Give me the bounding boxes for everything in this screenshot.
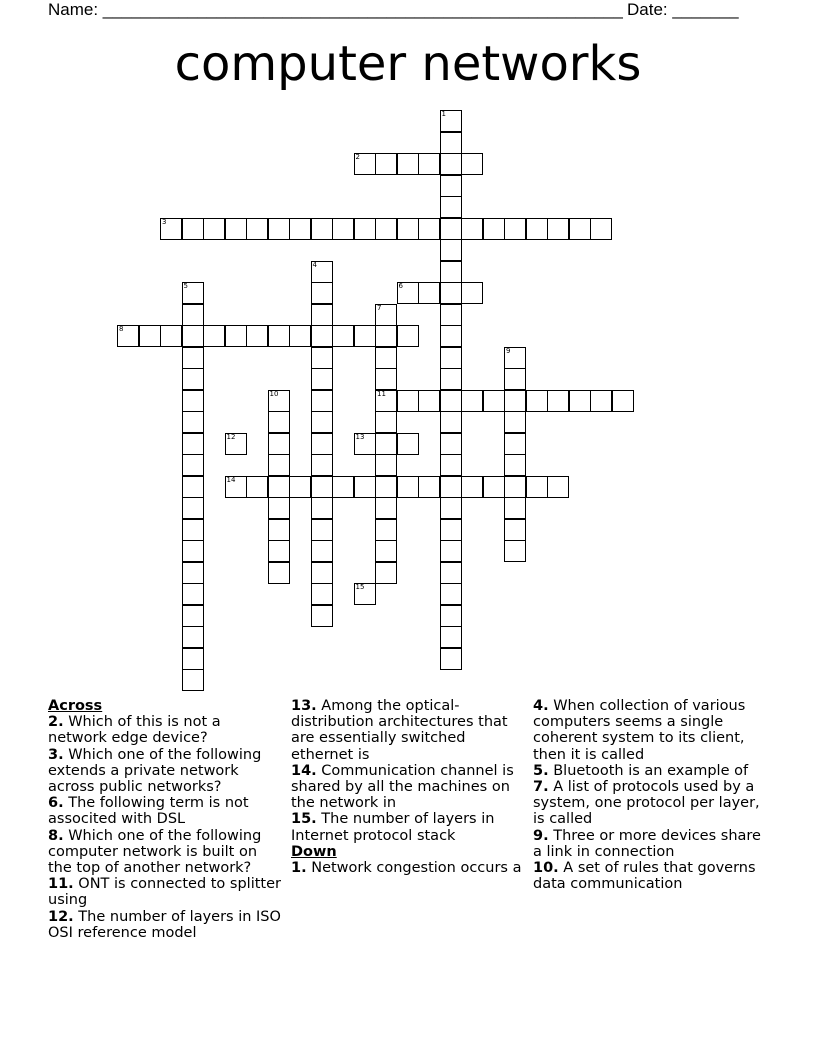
clue-number-label: 5 [183, 282, 188, 290]
grid-cell[interactable] [289, 325, 311, 347]
grid-cell[interactable] [397, 433, 419, 455]
grid-cell[interactable] [311, 282, 333, 304]
grid-cell[interactable] [504, 540, 526, 562]
grid-cell[interactable] [332, 325, 354, 347]
grid-cell[interactable] [440, 605, 462, 627]
grid-cell[interactable] [311, 325, 333, 347]
grid-cell[interactable] [332, 218, 354, 240]
clue-number-label: 12 [226, 432, 236, 441]
grid-cell[interactable] [461, 476, 483, 498]
grid-cell[interactable] [483, 218, 505, 240]
grid-cell[interactable] [268, 390, 290, 412]
grid-cell[interactable] [397, 153, 419, 175]
grid-cell[interactable] [268, 562, 290, 584]
clue-across-8: 8. Which one of the following computer network is built on the top of another network? [48, 827, 262, 877]
grid-cell[interactable] [418, 390, 440, 412]
grid-cell[interactable] [375, 304, 397, 326]
clue-number-label: 4 [312, 260, 317, 269]
grid-cell[interactable] [504, 218, 526, 240]
clue-number-label: 3 [162, 217, 167, 226]
grid-cell[interactable] [547, 218, 569, 240]
grid-cell[interactable] [354, 325, 376, 347]
grid-cell[interactable] [268, 325, 290, 347]
clues-column-2 [291, 698, 526, 876]
grid-cell[interactable] [182, 433, 204, 455]
grid-cell[interactable] [182, 218, 204, 240]
grid-cell[interactable] [375, 411, 397, 433]
grid-cell[interactable] [182, 648, 204, 670]
grid-cell[interactable] [440, 132, 462, 154]
grid-cell[interactable] [182, 411, 204, 433]
grid-cell[interactable] [311, 497, 333, 519]
grid-cell[interactable] [311, 454, 333, 476]
grid-cell[interactable] [375, 325, 397, 347]
grid-cell[interactable] [375, 497, 397, 519]
clue-down-4: 4. When collection of various computers seems a single coherent system to its client, then it is called [533, 698, 746, 763]
grid-cell[interactable] [268, 476, 290, 498]
grid-cell[interactable] [461, 282, 483, 304]
grid-cell[interactable] [182, 304, 204, 326]
grid-cell[interactable] [418, 282, 440, 304]
grid-cell[interactable] [418, 476, 440, 498]
grid-cell[interactable] [590, 390, 612, 412]
grid-cell[interactable] [440, 153, 462, 175]
grid-cell[interactable] [440, 390, 462, 412]
grid-cell[interactable] [246, 218, 268, 240]
grid-cell[interactable] [440, 110, 462, 132]
clues-column-3 [533, 698, 768, 892]
grid-cell[interactable] [375, 153, 397, 175]
clue-down-9: 9. Three or more devices share a link in connection [533, 827, 761, 860]
grid-cell[interactable] [311, 476, 333, 498]
grid-cell[interactable] [246, 325, 268, 347]
grid-cell[interactable] [397, 325, 419, 347]
grid-cell[interactable] [375, 347, 397, 369]
grid-cell[interactable] [268, 411, 290, 433]
grid-cell[interactable] [311, 218, 333, 240]
clue-number-label: 1 [441, 110, 446, 118]
down-heading: Down [291, 843, 337, 860]
grid-cell[interactable] [440, 304, 462, 326]
grid-cell[interactable] [504, 476, 526, 498]
grid-cell[interactable] [418, 218, 440, 240]
clue-number-label: 9 [506, 346, 511, 355]
grid-cell[interactable] [311, 411, 333, 433]
grid-cell[interactable] [461, 218, 483, 240]
grid-cell[interactable] [268, 433, 290, 455]
grid-cell[interactable] [440, 648, 462, 670]
grid-cell[interactable] [332, 476, 354, 498]
grid-cell[interactable] [182, 519, 204, 541]
grid-cell[interactable] [182, 368, 204, 390]
grid-cell[interactable] [182, 390, 204, 412]
grid-cell[interactable] [569, 390, 591, 412]
across-heading: Across [48, 698, 103, 714]
clue-across-3: 3. Which one of the following extends a private network across public networks? [48, 746, 262, 796]
grid-cell[interactable] [569, 218, 591, 240]
grid-cell[interactable] [182, 669, 204, 691]
grid-cell[interactable] [418, 153, 440, 175]
grid-cell[interactable] [311, 605, 333, 627]
puzzle-title: computer networks [174, 36, 642, 92]
clue-across-14: 14. Communication channel is shared by all the machines on the network in [291, 762, 514, 812]
grid-cell[interactable] [440, 175, 462, 197]
grid-cell[interactable] [289, 218, 311, 240]
grid-cell[interactable] [375, 476, 397, 498]
grid-cell[interactable] [268, 540, 290, 562]
grid-cell[interactable] [182, 605, 204, 627]
grid-cell[interactable] [268, 519, 290, 541]
grid-cell[interactable] [397, 218, 419, 240]
clue-number-label: 10 [269, 389, 279, 398]
grid-cell[interactable] [311, 583, 333, 605]
grid-cell[interactable] [225, 325, 247, 347]
grid-cell[interactable] [182, 540, 204, 562]
grid-cell[interactable] [547, 390, 569, 412]
grid-cell[interactable] [225, 433, 247, 455]
grid-cell[interactable] [547, 476, 569, 498]
grid-cell[interactable] [397, 282, 419, 304]
grid-cell[interactable] [225, 218, 247, 240]
grid-cell[interactable] [504, 347, 526, 369]
grid-cell[interactable] [612, 390, 634, 412]
clue-across-13: 13. Among the optical-distribution architectures that are essentially switched ethernet is [291, 698, 508, 763]
name-field-line: Name: _______________________________________________________ [48, 0, 623, 19]
grid-cell[interactable] [311, 261, 333, 283]
grid-cell[interactable] [354, 583, 376, 605]
grid-cell[interactable] [440, 454, 462, 476]
grid-cell[interactable] [160, 325, 182, 347]
clue-down-1: 1. Network congestion occurs a [291, 860, 522, 877]
grid-cell[interactable] [440, 497, 462, 519]
clue-number-label: 2 [355, 153, 360, 161]
grid-cell[interactable] [504, 519, 526, 541]
grid-cell[interactable] [375, 519, 397, 541]
grid-cell[interactable] [440, 282, 462, 304]
clue-down-7: 7. A list of protocols used by a system, one protocol per layer, is called [533, 779, 760, 828]
grid-cell[interactable] [440, 261, 462, 283]
grid-cell[interactable] [440, 325, 462, 347]
grid-cell[interactable] [311, 390, 333, 412]
grid-cell[interactable] [504, 368, 526, 390]
grid-cell[interactable] [375, 218, 397, 240]
grid-cell[interactable] [440, 239, 462, 261]
grid-cell[interactable] [504, 454, 526, 476]
grid-cell[interactable] [375, 433, 397, 455]
grid-cell[interactable] [289, 476, 311, 498]
grid-cell[interactable] [440, 583, 462, 605]
grid-cell[interactable] [182, 282, 204, 304]
grid-cell[interactable] [354, 433, 376, 455]
grid-cell[interactable] [375, 390, 397, 412]
grid-cell[interactable] [311, 304, 333, 326]
grid-cell[interactable] [483, 476, 505, 498]
grid-cell[interactable] [440, 626, 462, 648]
clue-across-11: 11. ONT is connected to splitter using [48, 876, 281, 909]
grid-cell[interactable] [268, 454, 290, 476]
grid-cell[interactable] [590, 218, 612, 240]
grid-cell[interactable] [440, 218, 462, 240]
grid-cell[interactable] [182, 562, 204, 584]
grid-cell[interactable] [504, 497, 526, 519]
clue-number-label: 8 [119, 325, 124, 333]
grid-cell[interactable] [375, 454, 397, 476]
grid-cell[interactable] [225, 476, 247, 498]
clues-column-1 [48, 698, 283, 941]
grid-cell[interactable] [311, 540, 333, 562]
grid-cell[interactable] [203, 325, 225, 347]
grid-cell[interactable] [182, 583, 204, 605]
grid-cell[interactable] [311, 562, 333, 584]
grid-cell[interactable] [182, 347, 204, 369]
clue-across-15: 15. The number of layers in Internet protocol stack [291, 811, 495, 844]
grid-cell[interactable] [440, 519, 462, 541]
grid-cell[interactable] [504, 433, 526, 455]
grid-cell[interactable] [375, 540, 397, 562]
clue-across-12: 12. The number of layers in ISO OSI reference model [48, 908, 281, 941]
grid-cell[interactable] [375, 562, 397, 584]
grid-cell[interactable] [268, 497, 290, 519]
grid-cell[interactable] [440, 196, 462, 218]
clue-number-label: 7 [377, 303, 382, 312]
grid-cell[interactable] [440, 433, 462, 455]
clue-across-2: 2. Which of this is not a network edge device? [48, 714, 221, 747]
grid-cell[interactable] [440, 562, 462, 584]
grid-cell[interactable] [526, 476, 548, 498]
grid-cell[interactable] [160, 218, 182, 240]
date-field-line: Date: _______ [627, 0, 739, 19]
clue-down-5: 5. Bluetooth is an example of [533, 762, 749, 779]
grid-cell[interactable] [440, 368, 462, 390]
grid-cell[interactable] [526, 218, 548, 240]
grid-cell[interactable] [354, 476, 376, 498]
grid-cell[interactable] [311, 368, 333, 390]
clue-number-label: 15 [355, 583, 365, 591]
grid-cell[interactable] [182, 454, 204, 476]
grid-cell[interactable] [440, 540, 462, 562]
grid-cell[interactable] [504, 411, 526, 433]
grid-cell[interactable] [461, 390, 483, 412]
grid-cell[interactable] [354, 218, 376, 240]
grid-cell[interactable] [440, 347, 462, 369]
grid-cell[interactable] [526, 390, 548, 412]
grid-cell[interactable] [311, 433, 333, 455]
grid-cell[interactable] [117, 325, 139, 347]
clue-number-label: 11 [377, 389, 386, 398]
grid-cell[interactable] [311, 519, 333, 541]
grid-cell[interactable] [440, 476, 462, 498]
clue-number-label: 6 [398, 282, 403, 290]
grid-cell[interactable] [268, 218, 290, 240]
grid-cell[interactable] [311, 347, 333, 369]
grid-cell[interactable] [139, 325, 161, 347]
grid-cell[interactable] [354, 153, 376, 175]
grid-cell[interactable] [483, 390, 505, 412]
grid-cell[interactable] [182, 626, 204, 648]
grid-cell[interactable] [246, 476, 268, 498]
grid-cell[interactable] [182, 497, 204, 519]
grid-cell[interactable] [375, 368, 397, 390]
grid-cell[interactable] [397, 390, 419, 412]
clue-number-label: 14 [226, 475, 236, 484]
grid-cell[interactable] [461, 153, 483, 175]
clue-across-6: 6. The following term is not associted with DSL [48, 795, 249, 828]
clue-number-label: 13 [355, 432, 365, 441]
grid-cell[interactable] [397, 476, 419, 498]
clue-down-10: 10. A set of rules that governs data communication [533, 860, 756, 893]
grid-cell[interactable] [203, 218, 225, 240]
grid-cell[interactable] [504, 390, 526, 412]
grid-cell[interactable] [182, 476, 204, 498]
grid-cell[interactable] [182, 325, 204, 347]
grid-cell[interactable] [440, 411, 462, 433]
